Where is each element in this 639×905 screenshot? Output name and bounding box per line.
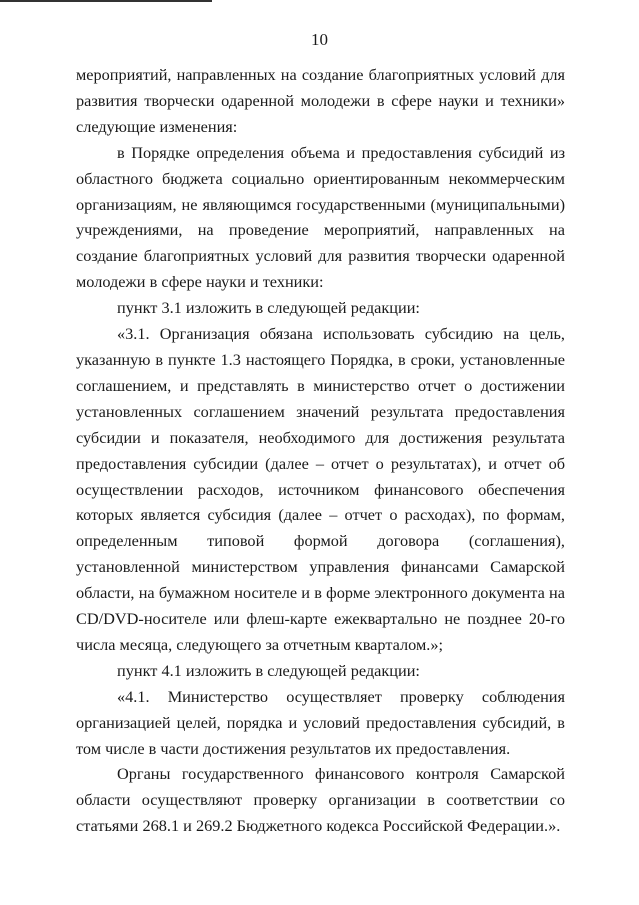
paragraph-procedure-reference: в Порядке определения объема и предоставления субсидий из областного бюджета социально ориентированным некоммерческим организациям, не являющимся государственными (муниципальными) учреждениями, на проведение мероприятий, направленных на создание благоприятных условий для развития творчески одаренной молодежи в сфере науки и техники:	[76, 142, 565, 292]
paragraph-clause-3-1-instruction: пункт 3.1 изложить в следующей редакции:	[117, 298, 420, 318]
paragraph-intro-continuation: мероприятий, направленных на создание благоприятных условий для развития творчески одаренной молодежи в сфере науки и техники» следующие изменения:	[76, 65, 565, 136]
top-edge-rule	[0, 0, 212, 2]
paragraph-financial-control: Органы государственного финансового контроля Самарской области осуществляют проверку организации в соответствии со статьями 268.1 и 269.2 Бюджетного кодекса Российской Федерации.».	[76, 764, 565, 836]
paragraph-clause-4-1-instruction: пункт 4.1 изложить в следующей редакции:	[117, 660, 420, 680]
document-body	[76, 62, 565, 839]
paragraph-clause-3-1-text: «3.1. Организация обязана использовать субсидию на цель, указанную в пункте 1.3 настоящего Порядка, в сроки, установленные соглашением, и представлять в министерство отчет о достижении установленных соглашением значений результата предоставления субсидии и показателя, необходимого для достижения результата предоставления субсидии (далее – отчет о результатах), и отчет об осуществлении расходов, источником финансового обеспечения которых является субсидия (далее – отчет о расходах), по формам, определенным типовой формой договора (соглашения), установленной министерством управления финансами Самарской области, на бумажном носителе и в форме электронного документа на CD/DVD-носителе или флеш-карте ежеквартально не позднее 20-го числа месяца, следующего за отчетным кварталом.»;	[76, 324, 565, 654]
paragraph-clause-4-1-text: «4.1. Министерство осуществляет проверку соблюдения организацией целей, порядка и условий предоставления субсидий, в том числе в части достижения результатов их предоставления.	[76, 686, 565, 758]
page-number: 10	[311, 30, 328, 49]
